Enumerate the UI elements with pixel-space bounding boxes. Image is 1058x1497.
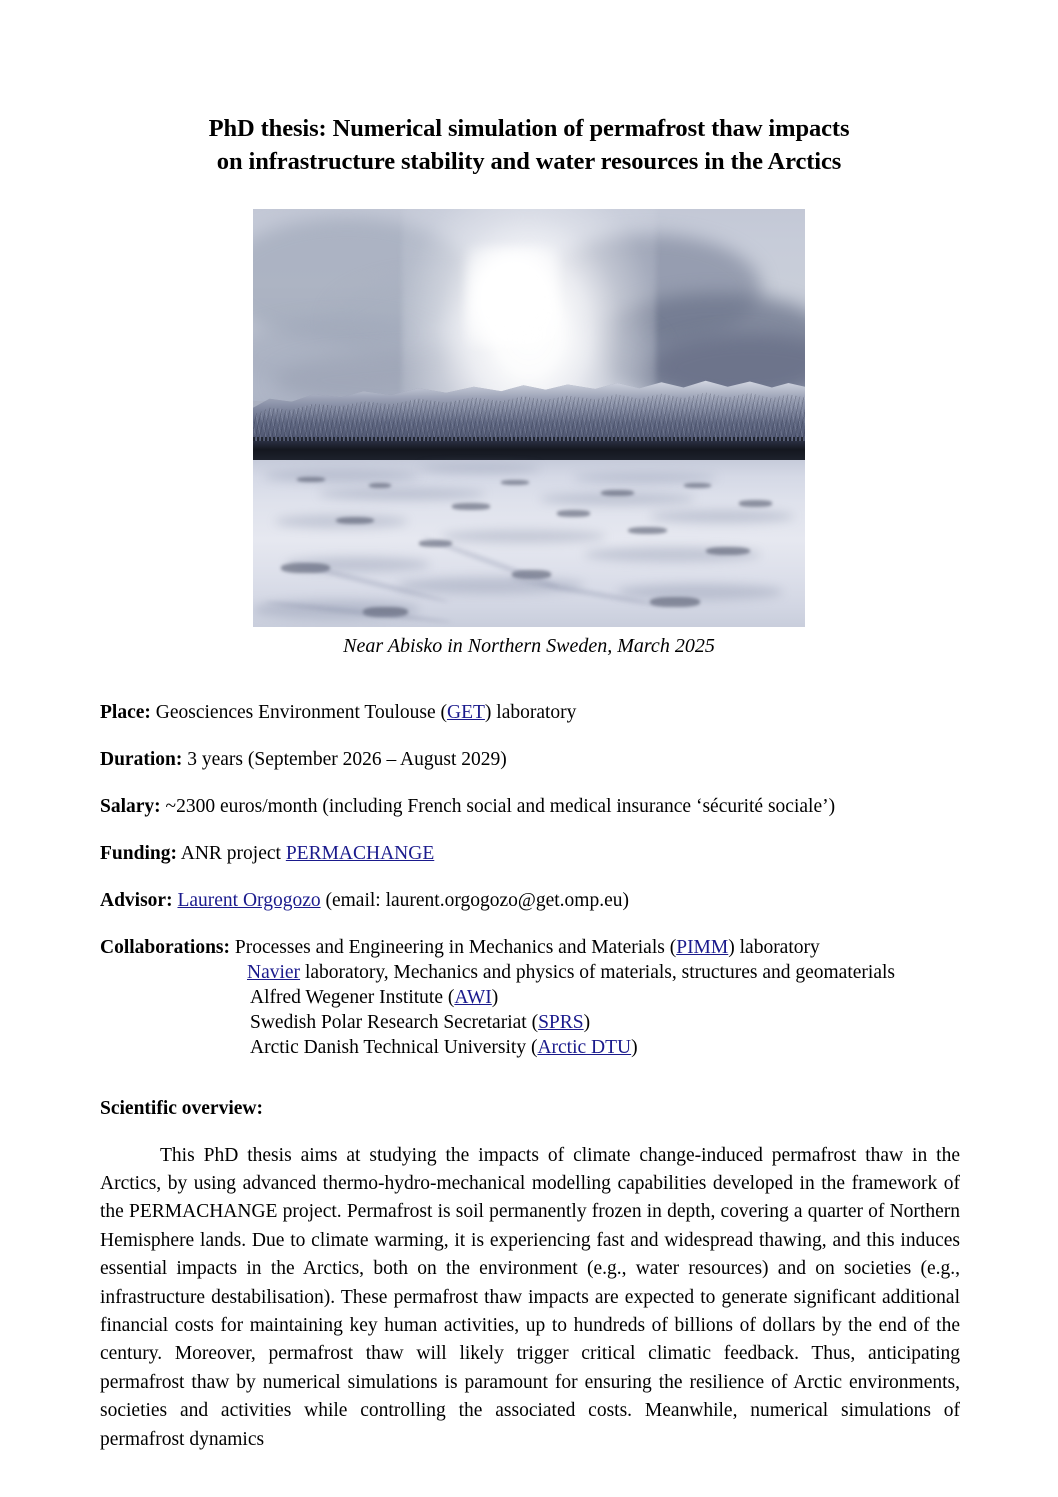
- info-row-funding: [100, 841, 960, 866]
- funding-label: Funding:: [100, 843, 177, 864]
- advisor-label: Advisor:: [100, 890, 173, 911]
- scientific-overview-section: [100, 1096, 960, 1473]
- info-row-place: [100, 700, 960, 725]
- info-row-collaborations: [100, 935, 960, 1060]
- collab-line5-before: Arctic Danish Technical University (: [250, 1037, 538, 1058]
- collab-line4: [100, 1010, 960, 1035]
- tundra-photograph: [253, 209, 805, 627]
- info-row-advisor: [100, 888, 960, 913]
- advisor-email: (email: laurent.orgogozo@get.omp.eu): [320, 890, 629, 911]
- awi-link[interactable]: AWI: [454, 987, 492, 1008]
- sprs-link[interactable]: SPRS: [538, 1012, 584, 1033]
- place-text-before: Geosciences Environment Toulouse (: [155, 702, 448, 723]
- collab-line1-after: ) laboratory: [728, 937, 820, 958]
- salary-label: Salary:: [100, 796, 161, 817]
- info-row-duration: [100, 747, 960, 772]
- collab-line3-before: Alfred Wegener Institute (: [250, 987, 455, 1008]
- title-line-1: PhD thesis: Numerical simulation of permafrost thaw impacts: [208, 115, 850, 143]
- overview-heading: Scientific overview:: [100, 1098, 263, 1119]
- place-text-after: ) laboratory: [484, 702, 577, 723]
- page-title: [100, 112, 958, 178]
- figure-caption: Near Abisko in Northern Sweden, March 2025: [343, 635, 715, 657]
- figure: [253, 209, 805, 657]
- treeline-band: [253, 441, 805, 460]
- arctic-dtu-link[interactable]: Arctic DTU: [537, 1037, 632, 1058]
- duration-label: Duration:: [100, 749, 183, 770]
- permachange-link[interactable]: PERMACHANGE: [285, 843, 435, 864]
- sun-disc: [466, 247, 560, 347]
- collab-line3-after: ): [491, 987, 499, 1008]
- overview-paragraph: This PhD thesis aims at studying the impacts of climate change-induced permafrost thaw in the Arctics, by using advanced thermo-hydro-mechanical modelling capabilities developed in the framework of the PERMACHANGE project. Permafrost is soil permanently frozen in depth, covering a quarter of Northern Hemisphere lands. Due to climate warming, it is experiencing fast and widespread thawing, and this induces essential impacts in the Arctics, both on the environment (e.g., water resources) and on societies (e.g., infrastructure destabilisation). These permafrost thaw impacts are expected to generate significant additional financial costs for maintaining key human activities, up to hundreds of billions of dollars by the end of the century. Moreover, permafrost thaw will likely trigger critical climatic feedback. Thus, anticipating permafrost thaw by numerical simulations is paramount for ensuring the resilience of Arctic environments, societies and activities while controlling the associated costs. Meanwhile, numerical simulations of permafrost dynamics: [100, 1144, 960, 1450]
- info-block: [100, 700, 960, 1060]
- pimm-link[interactable]: PIMM: [676, 937, 729, 958]
- duration-value: 3 years (September 2026 – August 2029): [187, 749, 507, 770]
- salary-value: ~2300 euros/month (including French social and medical insurance ‘sécurité sociale’): [165, 796, 836, 817]
- collab-line4-before: Swedish Polar Research Secretariat (: [250, 1012, 539, 1033]
- collab-line1-before: Processes and Engineering in Mechanics and Materials (: [230, 937, 677, 958]
- collab-line5-after: ): [631, 1037, 638, 1058]
- snowfield: [253, 460, 805, 627]
- collab-line2-after: laboratory, Mechanics and physics of materials, structures and geomaterials: [300, 962, 895, 983]
- collaborations-label: Collaborations:: [100, 937, 231, 958]
- navier-link[interactable]: Navier: [247, 962, 301, 983]
- collab-line2: [100, 960, 960, 985]
- title-line-2: on infrastructure stability and water resources in the Arctics: [216, 148, 842, 176]
- get-link[interactable]: GET: [447, 702, 485, 723]
- collab-line3: [100, 985, 960, 1010]
- funding-text-before: ANR project: [180, 843, 286, 864]
- advisor-link[interactable]: Laurent Orgogozo: [177, 890, 321, 911]
- info-row-salary: [100, 794, 960, 819]
- collab-line4-after: ): [583, 1012, 591, 1033]
- place-label: Place:: [100, 702, 151, 723]
- collab-line5: [100, 1035, 960, 1060]
